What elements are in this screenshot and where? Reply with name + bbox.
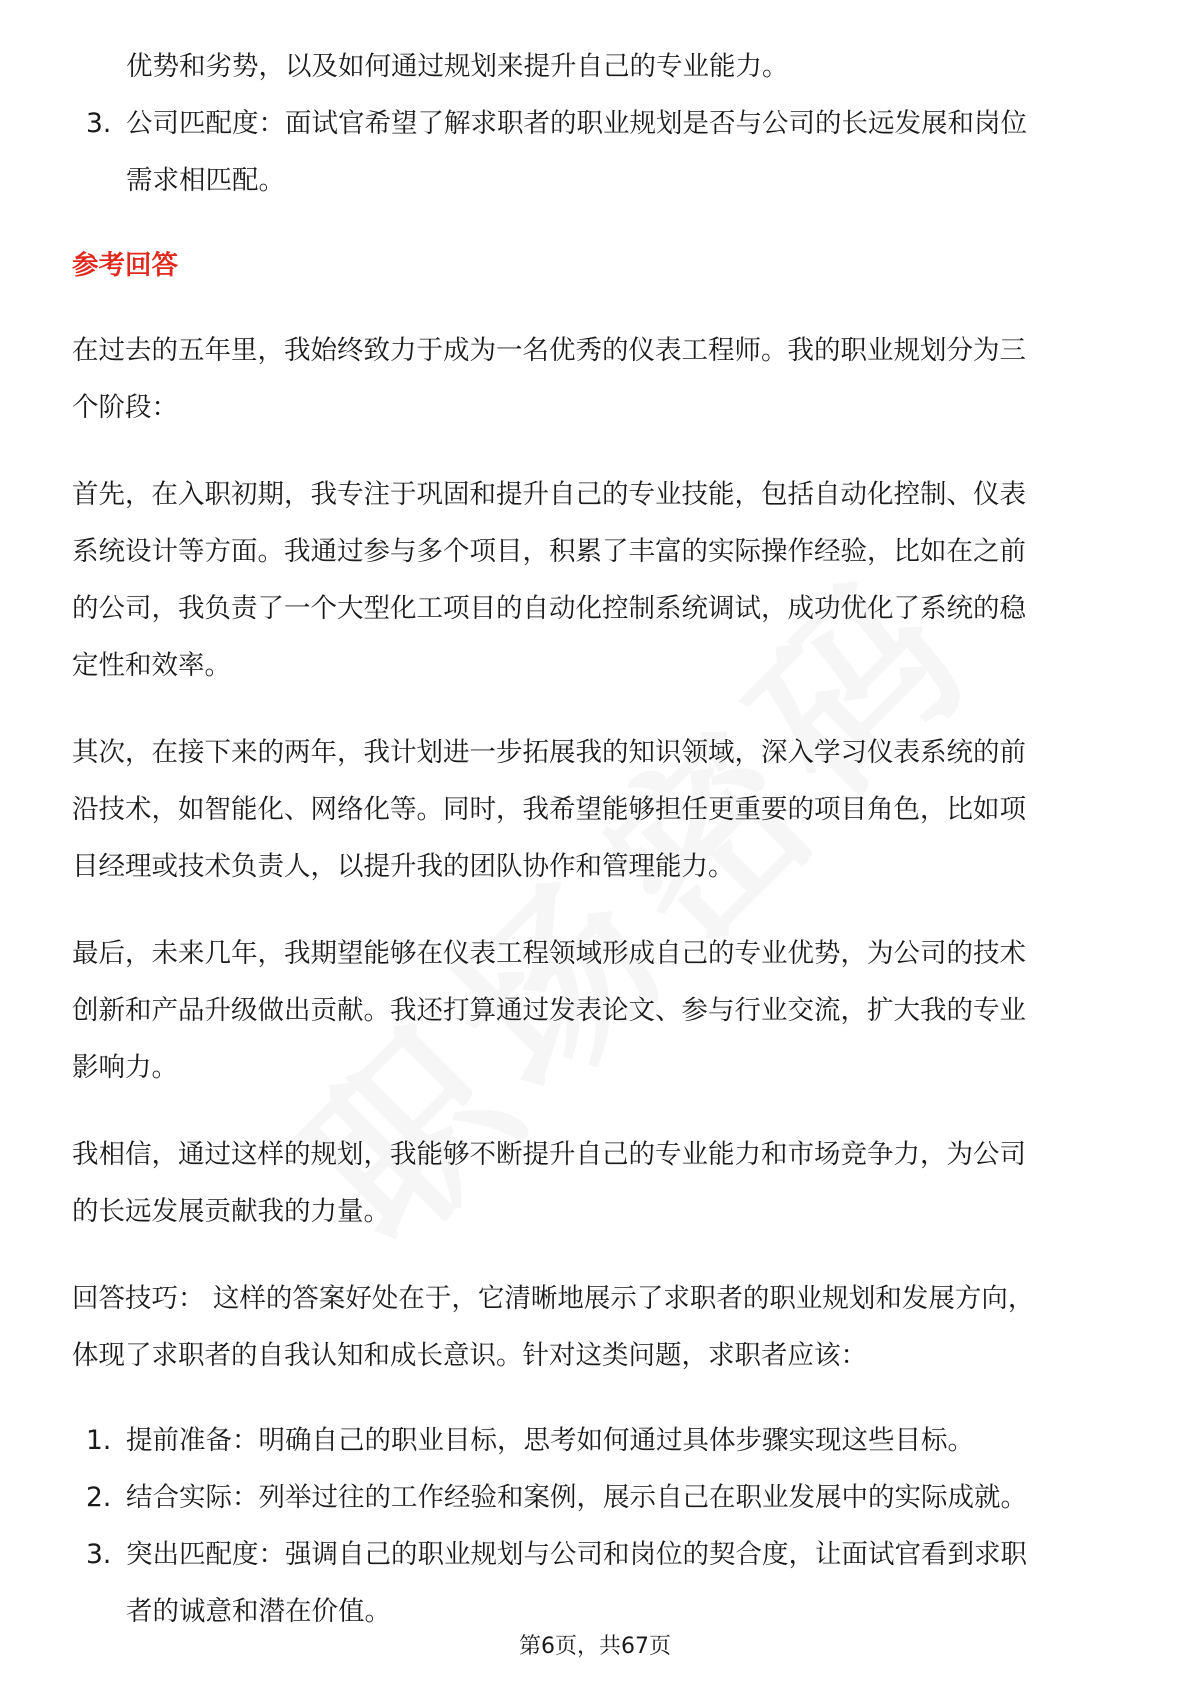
list-number: 3. [86,1539,112,1570]
list-line: 提前准备：明确自己的职业目标，思考如何通过具体步骤实现这些目标。 [126,1425,974,1456]
paragraph-line: 沿技术，如智能化、网络化等。同时，我希望能够担任更重要的项目角色，比如项 [72,794,1026,825]
paragraph-line: 的长远发展贡献我的力量。 [72,1196,390,1227]
page-content [72,38,1118,1640]
paragraph-line: 个阶段： [72,392,178,423]
paragraph [72,925,1118,1096]
list-line: 需求相匹配。 [126,165,285,196]
continuation-text: 优势和劣势，以及如何通过规划来提升自己的专业能力。 [126,51,789,82]
paragraph-line: 在过去的五年里，我始终致力于成为一名优秀的仪表工程师。我的职业规划分为三 [72,335,1026,366]
paragraph [72,1126,1118,1240]
list-line: 者的诚意和潜在价值。 [126,1596,391,1627]
paragraph [72,1270,1118,1384]
list-line: 突出匹配度：强调自己的职业规划与公司和岗位的契合度，让面试官看到求职 [126,1539,1027,1570]
paragraph-line: 影响力。 [72,1052,178,1083]
list-line: 结合实际：列举过往的工作经验和案例，展示自己在职业发展中的实际成就。 [126,1482,1027,1513]
list-number: 2. [86,1482,112,1513]
list-number: 1. [86,1425,112,1456]
list-item [72,1526,1118,1640]
paragraph-line: 其次，在接下来的两年，我计划进一步拓展我的知识领域，深入学习仪表系统的前 [72,737,1026,768]
list-number: 3. [86,108,112,139]
paragraph [72,322,1118,436]
paragraph-line: 我相信，通过这样的规划，我能够不断提升自己的专业能力和市场竞争力，为公司 [72,1139,1026,1170]
paragraph-line: 创新和产品升级做出贡献。我还打算通过发表论文、参与行业交流，扩大我的专业 [72,995,1026,1026]
paragraph-line: 体现了求职者的自我认知和成长意识。针对这类问题，求职者应该： [72,1340,867,1371]
paragraph-line: 系统设计等方面。我通过参与多个项目，积累了丰富的实际操作经验，比如在之前 [72,536,1026,567]
paragraph [72,724,1118,895]
list-item [72,95,1118,209]
list-item [72,1412,1118,1469]
section-heading: 参考回答 [72,250,178,281]
paragraph-line: 最后，未来几年，我期望能够在仪表工程领域形成自己的专业优势，为公司的技术 [72,938,1026,969]
paragraph [72,466,1118,694]
paragraph-line: 的公司，我负责了一个大型化工项目的自动化控制系统调试，成功优化了系统的稳 [72,593,1026,624]
paragraph-line: 回答技巧： 这样的答案好处在于，它清晰地展示了求职者的职业规划和发展方向， [72,1283,1035,1314]
list-line: 公司匹配度：面试官希望了解求职者的职业规划是否与公司的长远发展和岗位 [126,108,1027,139]
paragraph-line: 目经理或技术负责人，以提升我的团队协作和管理能力。 [72,851,735,882]
paragraph-line: 定性和效率。 [72,650,231,681]
list-item [72,1469,1118,1526]
paragraph-line: 首先，在入职初期，我专注于巩固和提升自己的专业技能，包括自动化控制、仪表 [72,479,1026,510]
page-number-footer: 第6页，共67页 [519,1634,671,1659]
